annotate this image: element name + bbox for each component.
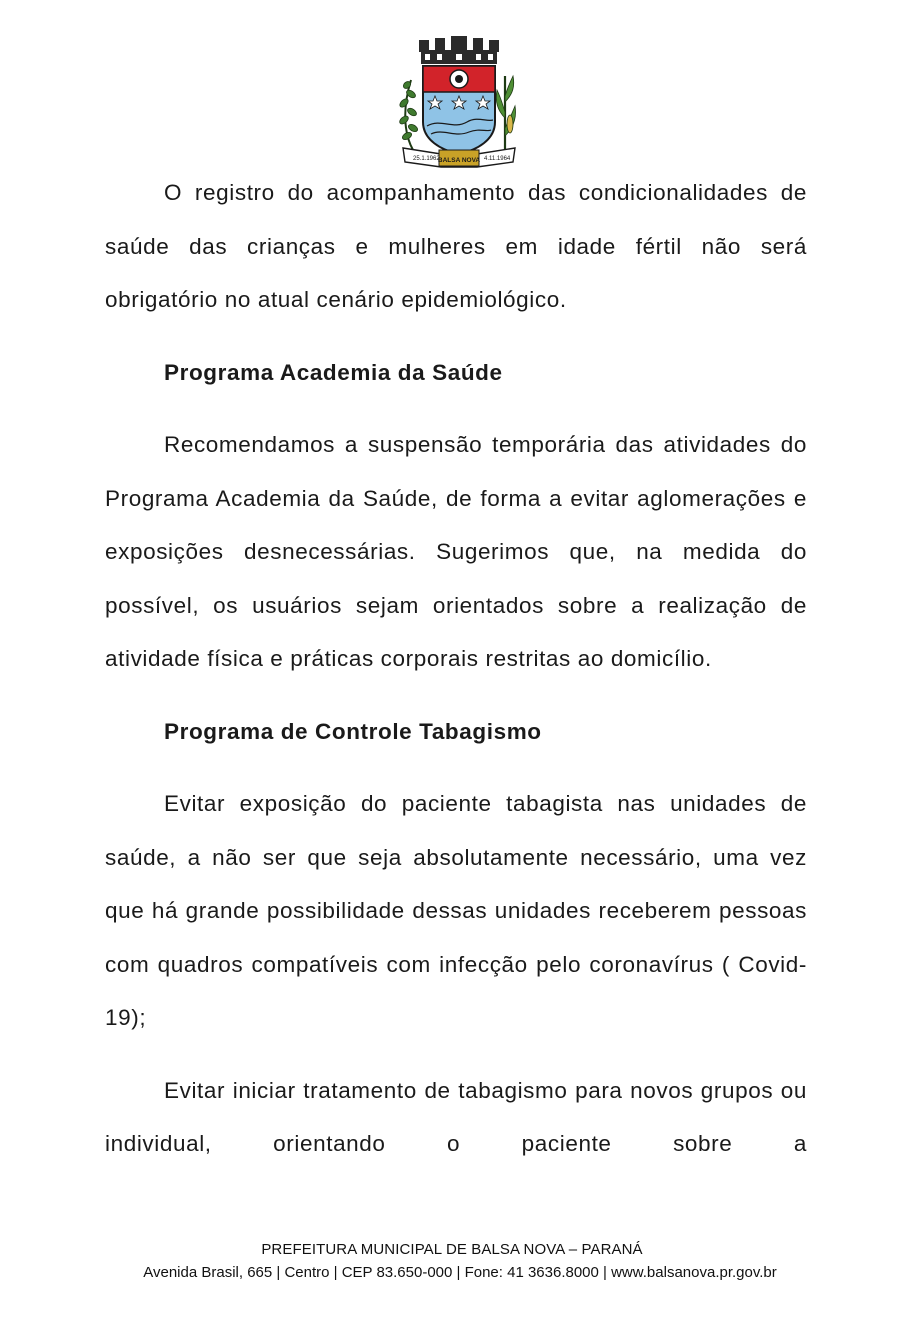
municipal-coat-of-arms-logo [397, 36, 521, 168]
footer-municipality: PREFEITURA MUNICIPAL DE BALSA NOVA – PARANÁ [261, 1241, 643, 1258]
document-body [105, 166, 807, 1171]
shield-icon [423, 66, 495, 154]
paragraph-tabagismo-tratamento: Evitar iniciar tratamento de tabagismo para novos grupos ou individual, orientando o paciente sobre a [105, 1077, 807, 1156]
section-spacer [105, 758, 807, 777]
mural-crown-icon [419, 36, 499, 64]
corn-plant-icon [496, 76, 515, 152]
paragraph-condicionalidades: O registro do acompanhamento das condicionalidades de saúde das crianças e mulheres em idade fértil não será obrigatório no atual cenário epidemiológico. [105, 180, 807, 312]
crest-logo-text: BALSA NOVA [437, 157, 481, 164]
laurel-branch-icon [398, 80, 419, 150]
heading-academia-da-saude: Programa Academia da Saúde [164, 359, 503, 385]
crest-date-left: 25.1.1962 [413, 156, 440, 162]
paragraph-tabagismo-exposicao: Evitar exposição do paciente tabagista nas unidades de saúde, a não ser que seja absolutamente necessário, uma vez que há grande possibilidade dessas unidades receberem pessoas com quadros compatíveis com infecção pelo coronavírus ( Covid-19); [105, 791, 807, 1030]
footer-address: Avenida Brasil, 665 | Centro | CEP 83.650-000 | Fone: 41 3636.8000 | www.balsanova.pr.gov.br [143, 1264, 777, 1281]
paragraph-academia: Recomendamos a suspensão temporária das atividades do Programa Academia da Saúde, de forma a evitar aglomerações e exposições desnecessárias. Sugerimos que, na medida do possível, os usuários sejam orientados sobre a realização de atividade física e práticas corporais restritas ao domicílio. [105, 432, 807, 671]
section-spacer [105, 399, 807, 418]
crest-date-right: 4.11.1964 [484, 156, 511, 162]
section-spacer [105, 1045, 807, 1064]
heading-controle-tabagismo: Programa de Controle Tabagismo [164, 718, 542, 744]
section-spacer [105, 327, 807, 346]
section-spacer [105, 686, 807, 705]
ribbon-banner-icon [403, 148, 515, 167]
